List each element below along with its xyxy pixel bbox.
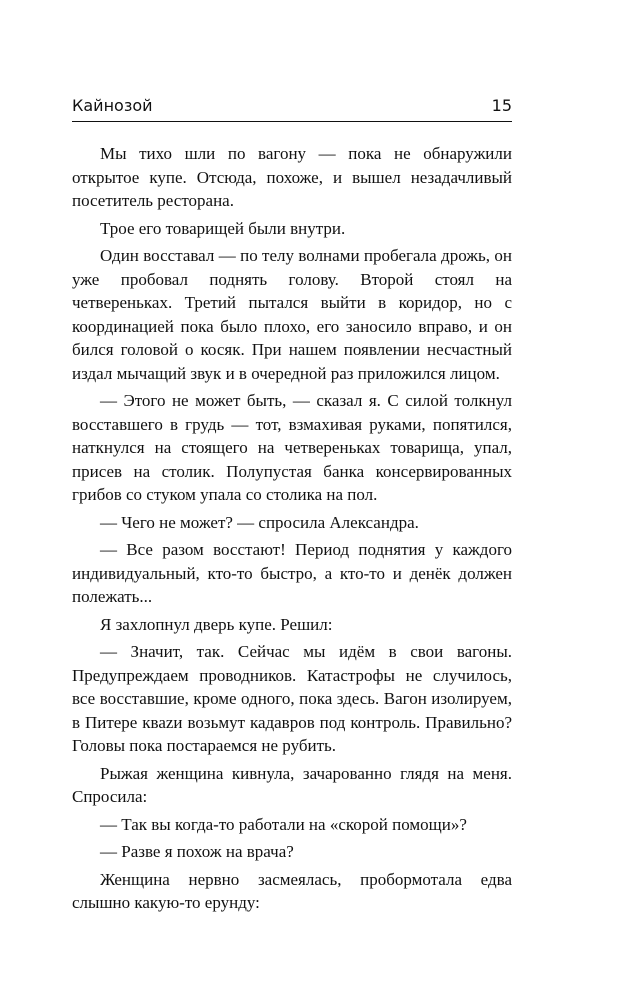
body-text [72, 142, 512, 919]
paragraph: — Так вы когда-то работали на «скорой помощи»? [100, 814, 467, 834]
paragraph: — Значит, так. Сейчас мы идём в свои вагоны. Предупреждаем проводников. Катастрофы не случилось, все восставшие, кроме одного, пока здесь. Вагон изолируем, в Питере кваzи возьмут кадавров под контроль. Правильно? Головы пока постараемся не рубить. [72, 642, 512, 755]
page-header [72, 96, 512, 122]
header-rule [72, 121, 512, 122]
paragraph: Один восставал — по телу волнами пробегала дрожь, он уже пробовал поднять голову. Второй стоял на четвереньках. Третий пытался выйти в коридор, но с координацией пока было плохо, его заносило вправо, и он бился головой о косяк. При нашем появлении несчастный издал мычащий звук и в очередной раз приложился лицом. [72, 246, 512, 383]
paragraph: — Этого не может быть, — сказал я. С силой толкнул восставшего в грудь — тот, взмахивая руками, попятился, наткнулся на стоящего на четвереньках товарища, упал, присев на столик. Полупустая банка консервированных грибов со стуком упала со столика на пол. [72, 391, 512, 504]
paragraph: Рыжая женщина кивнула, зачарованно глядя на меня. Спросила: [72, 763, 512, 806]
running-head: Кайнозой [72, 96, 153, 115]
page-number: 15 [491, 96, 512, 115]
paragraph: Женщина нервно засмеялась, пробормотала едва слышно какую-то ерунду: [72, 869, 512, 912]
paragraph: Мы тихо шли по вагону — пока не обнаружили открытое купе. Отсюда, похоже, и вышел незадачливый посетитель ресторана. [72, 144, 512, 210]
paragraph: — Все разом восстают! Период поднятия у каждого индивидуальный, кто-то быстро, а кто-то и денёк должен полежать... [72, 540, 512, 606]
paragraph: — Разве я похож на врача? [100, 842, 294, 861]
paragraph: — Чего не может? — спросила Александра. [100, 512, 419, 532]
paragraph: Я захлопнул дверь купе. Решил: [100, 614, 333, 634]
paragraph: Трое его товарищей были внутри. [100, 218, 346, 238]
